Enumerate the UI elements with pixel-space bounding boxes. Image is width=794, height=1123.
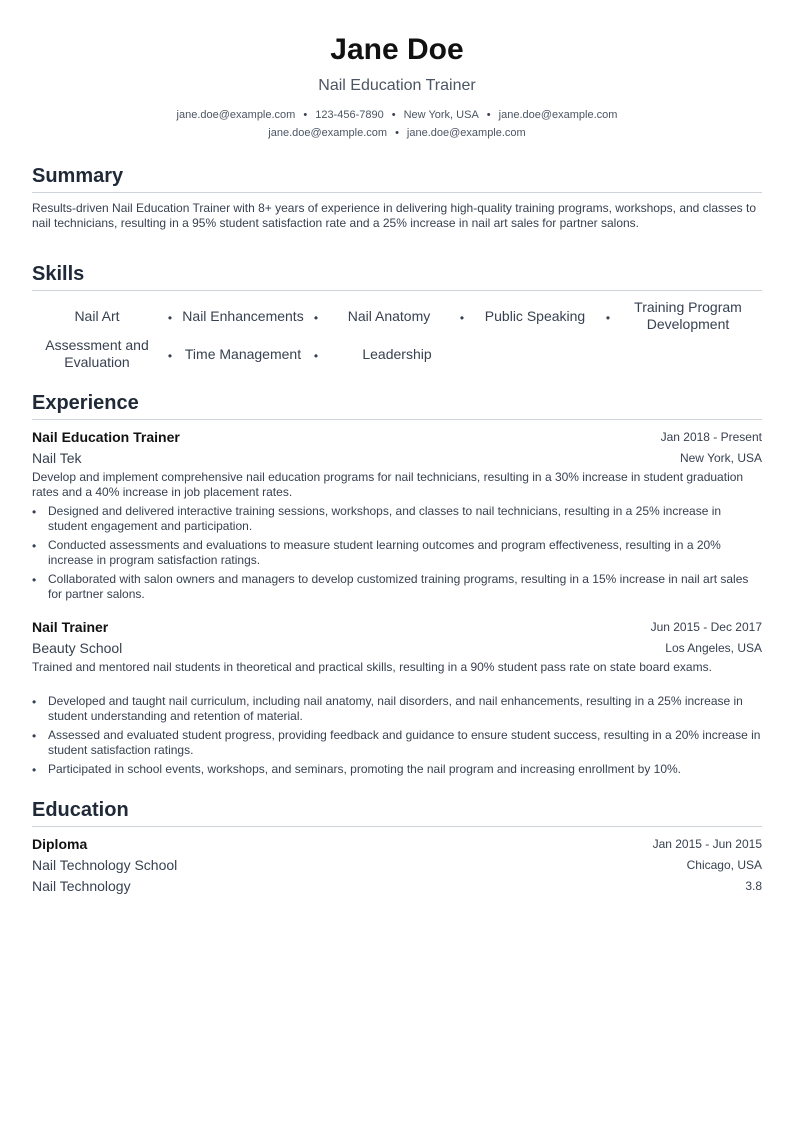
education-location: Chicago, USA	[686, 858, 762, 872]
job-title: Nail Education Trainer	[32, 429, 180, 445]
contact-location: New York, USA	[403, 109, 479, 121]
skill-separator: •	[313, 311, 319, 325]
education-dates: Jan 2015 - Jun 2015	[652, 837, 762, 851]
candidate-title: Nail Education Trainer	[318, 77, 476, 94]
skill-item: Nail Enhancements	[182, 308, 304, 324]
summary-heading: Summary	[32, 164, 762, 193]
skill-separator: •	[605, 311, 611, 325]
bullet-text: Conducted assessments and evaluations to measure student learning outcomes and program effectiveness, resulting in a 20% increase in program satisfaction ratings.	[48, 538, 721, 567]
education-school: Nail Technology School	[32, 857, 178, 873]
job-bullet	[32, 762, 762, 777]
candidate-name: Jane Doe	[330, 33, 464, 66]
skill-item: Training Program Development	[634, 299, 742, 332]
job-location: New York, USA	[679, 451, 762, 465]
skill-item: Time Management	[184, 346, 302, 362]
skill-separator: •	[167, 311, 173, 325]
contact-email-4[interactable]: jane.doe@example.com	[406, 127, 526, 139]
skill-item: Leadership	[362, 346, 432, 362]
bullet-icon: •	[32, 695, 37, 709]
bullet-icon: •	[32, 505, 37, 519]
skill-item: Public Speaking	[484, 308, 586, 324]
education-field: Nail Technology	[32, 878, 131, 894]
bullet-icon: •	[32, 763, 37, 777]
contact-separator: •	[391, 109, 396, 121]
contact-separator: •	[395, 127, 399, 139]
bullet-text: Developed and taught nail curriculum, including nail anatomy, nail disorders, and nail enhancements, resulting in a 25% increase in student understanding and retention of material.	[48, 694, 743, 723]
contact-row-1	[32, 108, 762, 122]
bullet-text: Collaborated with salon owners and managers to develop customized training programs, resulting in a 15% increase in nail art sales for partner salons.	[48, 572, 749, 601]
education-gpa: 3.8	[745, 879, 762, 893]
contact-email[interactable]: jane.doe@example.com	[176, 109, 296, 121]
bullet-icon: •	[32, 729, 37, 743]
skill-item: Nail Art	[74, 308, 120, 324]
job-location: Los Angeles, USA	[665, 641, 762, 655]
skill-item: Nail Anatomy	[347, 308, 431, 324]
job-title: Nail Trainer	[32, 619, 109, 635]
contact-separator: •	[486, 109, 491, 121]
job-company: Beauty School	[32, 640, 123, 656]
job-bullet	[32, 504, 762, 534]
skill-separator: •	[313, 349, 319, 363]
contact-phone[interactable]: 123-456-7890	[315, 109, 384, 121]
contact-row-2	[32, 126, 762, 140]
skill-item: Assessment and Evaluation	[45, 337, 149, 370]
bullet-text: Participated in school events, workshops, and seminars, promoting the nail program and increasing enrollment by 10%.	[48, 762, 681, 776]
job-bullet	[32, 694, 762, 724]
skills-heading: Skills	[32, 262, 762, 291]
job-description: Trained and mentored nail students in theoretical and practical skills, resulting in a 90% student pass rate on state board exams.	[32, 660, 712, 674]
skill-separator: •	[459, 311, 465, 325]
education-degree: Diploma	[32, 836, 88, 852]
job-description: Develop and implement comprehensive nail education programs for nail technicians, resulting in a 30% increase in student graduation rates and a 40% increase in job placement rates.	[32, 470, 744, 499]
skill-separator: •	[167, 349, 173, 363]
bullet-icon: •	[32, 539, 37, 553]
job-bullet	[32, 538, 762, 568]
job-dates: Jan 2018 - Present	[660, 430, 762, 444]
job-bullet	[32, 572, 762, 602]
job-dates: Jun 2015 - Dec 2017	[650, 620, 762, 634]
summary-text: Results-driven Nail Education Trainer with 8+ years of experience in delivering high-quality training programs, workshops, and classes to nail technicians, resulting in a 95% student satisfaction rate and a 25% increase in nail art sales for partner salons.	[32, 201, 757, 230]
contact-email-2[interactable]: jane.doe@example.com	[498, 109, 618, 121]
education-heading: Education	[32, 798, 762, 827]
job-company: Nail Tek	[32, 450, 82, 466]
bullet-icon: •	[32, 573, 37, 587]
contact-separator: •	[303, 109, 308, 121]
bullet-text: Designed and delivered interactive training sessions, workshops, and classes to nail technicians, resulting in a 25% increase in student engagement and participation.	[48, 504, 722, 533]
contact-email-3[interactable]: jane.doe@example.com	[268, 127, 388, 139]
experience-heading: Experience	[32, 391, 762, 420]
job-bullet	[32, 728, 762, 758]
bullet-text: Assessed and evaluated student progress, providing feedback and guidance to ensure student success, resulting in a 20% increase in student satisfaction ratings.	[48, 728, 761, 757]
